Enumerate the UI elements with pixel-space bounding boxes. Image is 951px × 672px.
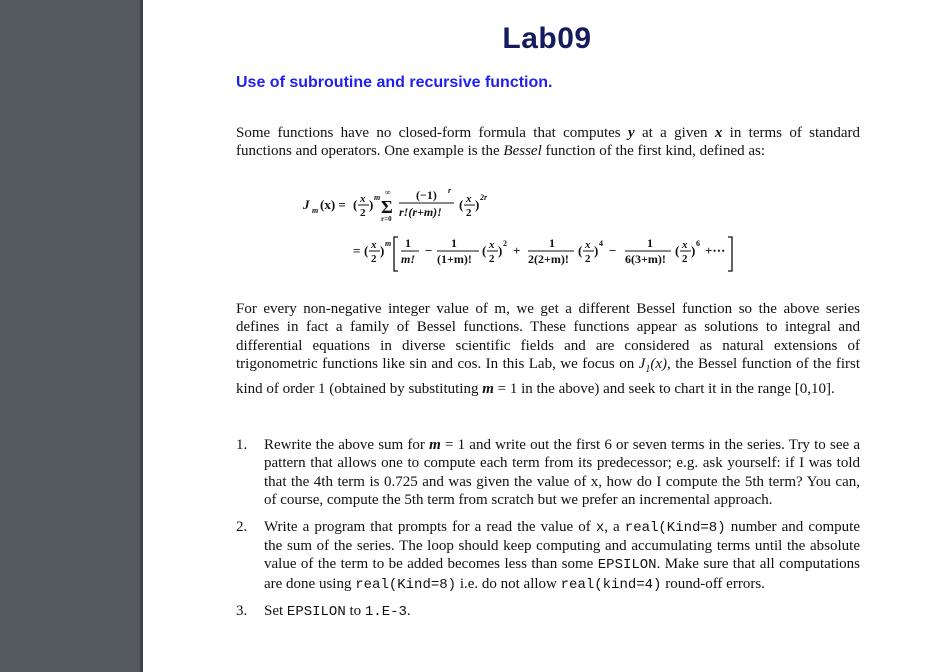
svg-text:1: 1: [405, 236, 411, 250]
svg-text:1: 1: [647, 236, 653, 250]
svg-text:(x) =: (x) =: [320, 197, 346, 212]
svg-text:m: m: [312, 206, 319, 215]
svg-text:2r: 2r: [480, 193, 488, 202]
svg-text:): ): [475, 197, 480, 212]
svg-text:1: 1: [549, 236, 555, 250]
svg-text:2: 2: [360, 207, 366, 219]
svg-text:m: m: [385, 239, 392, 248]
sidebar-panel: [0, 0, 140, 672]
svg-text:x: x: [466, 193, 472, 205]
list-item: 2. Write a program that prompts for a read the value of x, a real(Kind=8) number and compute the sum of the series. The loop should keep computing and accumulating terms until the absolute value of the term to be added becomes less than some EPSILON. Make sure that all computations are done using real(Kind=8) i.e. do not allow real(kind=4) round-off errors.: [236, 518, 860, 593]
svg-text:r=0: r=0: [381, 215, 392, 223]
svg-text:+: +: [513, 243, 521, 258]
svg-text:2: 2: [682, 253, 688, 265]
family-paragraph: For every non-negative integer value of m, we get a different Bessel function so the above series defines in fact a family of Bessel functions. These functions appear as solutions to integral and differential equations in diverse scientific fields and are considered as natural extensions of trigonometric functions like sin and cos. In this Lab, we focus on $J_1(x)$, the Bessel function of the first kind of order 1 (obtained by substituting m = 1 in the above) and seek to chart it in the range [0,10].: [236, 301, 860, 397]
svg-text:m: m: [374, 193, 381, 202]
svg-text:x: x: [585, 239, 591, 251]
list-item: 1. Rewrite the above sum for m = 1 and write out the first 6 or seven terms in the series. Try to see a pattern that allows one to compute each term from its predecessor; e.g. ask yourself: if I was told that the 4th term is 0.725 and was given the value of x, how do I compute the 5th term? You can, of course, compute the 5th term from scratch but we prefer an incremental approach.: [236, 437, 860, 509]
svg-text:m!: m!: [401, 252, 416, 266]
svg-text:2(2+m)!: 2(2+m)!: [528, 252, 569, 266]
svg-text:): ): [594, 243, 599, 258]
task-list: [236, 436, 860, 630]
svg-text:x: x: [360, 193, 366, 205]
svg-text:1: 1: [451, 236, 457, 250]
svg-text:=: =: [353, 243, 361, 258]
svg-text:r: r: [448, 186, 452, 195]
svg-text:2: 2: [489, 253, 495, 265]
svg-text:x: x: [371, 239, 377, 251]
svg-text:(: (: [675, 243, 680, 258]
svg-text:Σ: Σ: [381, 197, 393, 217]
svg-text:2: 2: [371, 253, 377, 265]
document-page: [143, 0, 951, 672]
svg-text:(: (: [459, 197, 464, 212]
formula-lhs: J: [303, 197, 310, 212]
svg-text:6(3+m)!: 6(3+m)!: [625, 252, 666, 266]
svg-text:(: (: [353, 197, 358, 212]
page-subtitle: Use of subroutine and recursive function.: [236, 74, 553, 91]
svg-text:2: 2: [585, 253, 591, 265]
svg-text:): ): [369, 197, 374, 212]
svg-text:): ): [691, 243, 696, 258]
svg-text:(: (: [364, 243, 369, 258]
svg-text:2: 2: [466, 207, 472, 219]
svg-text:x: x: [682, 239, 688, 251]
formula-numerator: (−1): [416, 188, 437, 202]
svg-text:−: −: [609, 243, 617, 258]
svg-text:x: x: [489, 239, 495, 251]
svg-text:∞: ∞: [385, 188, 391, 197]
svg-text:2: 2: [503, 239, 507, 248]
intro-paragraph: Some functions have no closed-form formula that computes y at a given x in terms of standard functions and operators. One example is the Bessel function of the first kind, defined as:: [236, 125, 860, 160]
svg-text:(: (: [482, 243, 487, 258]
svg-text:−: −: [425, 243, 433, 258]
svg-text:6: 6: [696, 239, 700, 248]
svg-text:4: 4: [599, 239, 603, 248]
svg-text:(1+m)!: (1+m)!: [437, 252, 472, 266]
svg-text:r!(r+m)!: r!(r+m)!: [399, 205, 442, 219]
svg-text:): ): [380, 243, 385, 258]
bessel-formula: [303, 183, 783, 283]
svg-text:(: (: [578, 243, 583, 258]
list-item: 3. Set EPSILON to 1.E-3.: [236, 603, 411, 621]
svg-text:+⋯: +⋯: [705, 243, 726, 258]
page-title: Lab09: [502, 22, 592, 55]
svg-text:): ): [498, 243, 503, 258]
